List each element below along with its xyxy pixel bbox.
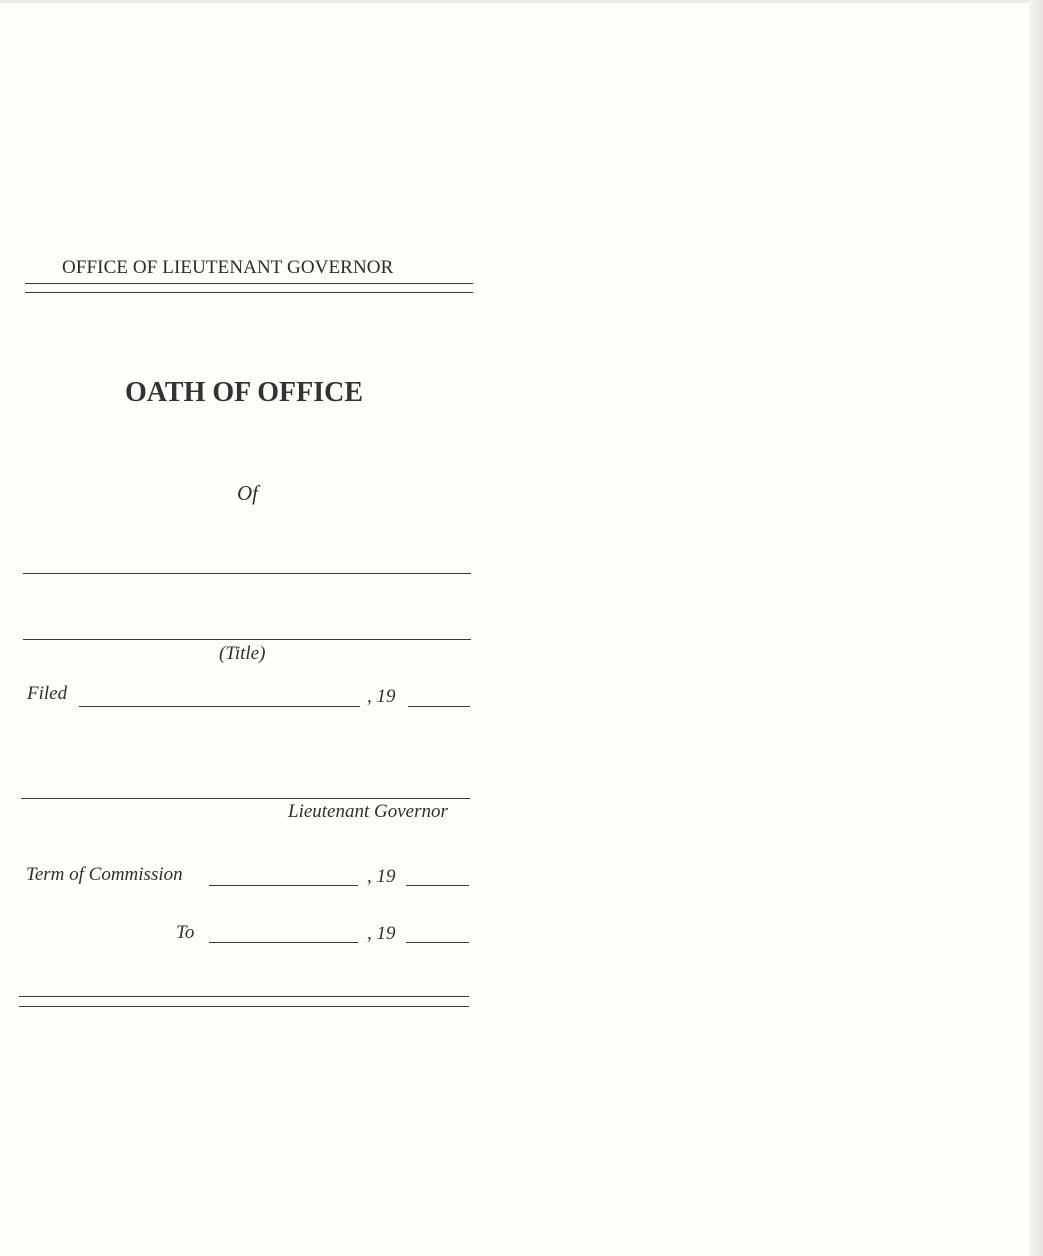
header-rule-top — [25, 283, 473, 284]
footer-rule-bottom — [19, 1006, 469, 1007]
header-rule-bottom — [25, 292, 473, 293]
to-date-line[interactable] — [209, 942, 358, 943]
footer-rule-top — [19, 996, 469, 997]
page-edge — [1029, 0, 1043, 1256]
name-line[interactable] — [23, 573, 471, 574]
filed-year-prefix: , 19 — [367, 686, 396, 707]
term-date-line[interactable] — [209, 885, 358, 886]
title-caption: (Title) — [219, 643, 266, 664]
filed-date-line[interactable] — [79, 706, 360, 707]
term-label: Term of Commission — [26, 864, 183, 885]
signature-line[interactable] — [21, 798, 470, 799]
to-label: To — [176, 922, 195, 943]
office-header: OFFICE OF LIEUTENANT GOVERNOR — [62, 257, 394, 278]
to-year-line[interactable] — [406, 942, 469, 943]
to-year-prefix: , 19 — [367, 923, 396, 944]
filed-label: Filed — [27, 683, 68, 704]
page-top-edge — [0, 0, 1043, 3]
signature-caption: Lieutenant Governor — [288, 801, 448, 822]
filed-year-line[interactable] — [408, 706, 470, 707]
title-line[interactable] — [23, 639, 471, 640]
term-year-line[interactable] — [406, 885, 469, 886]
document-title: OATH OF OFFICE — [125, 377, 363, 408]
term-year-prefix: , 19 — [367, 866, 396, 887]
of-label: Of — [237, 481, 258, 505]
